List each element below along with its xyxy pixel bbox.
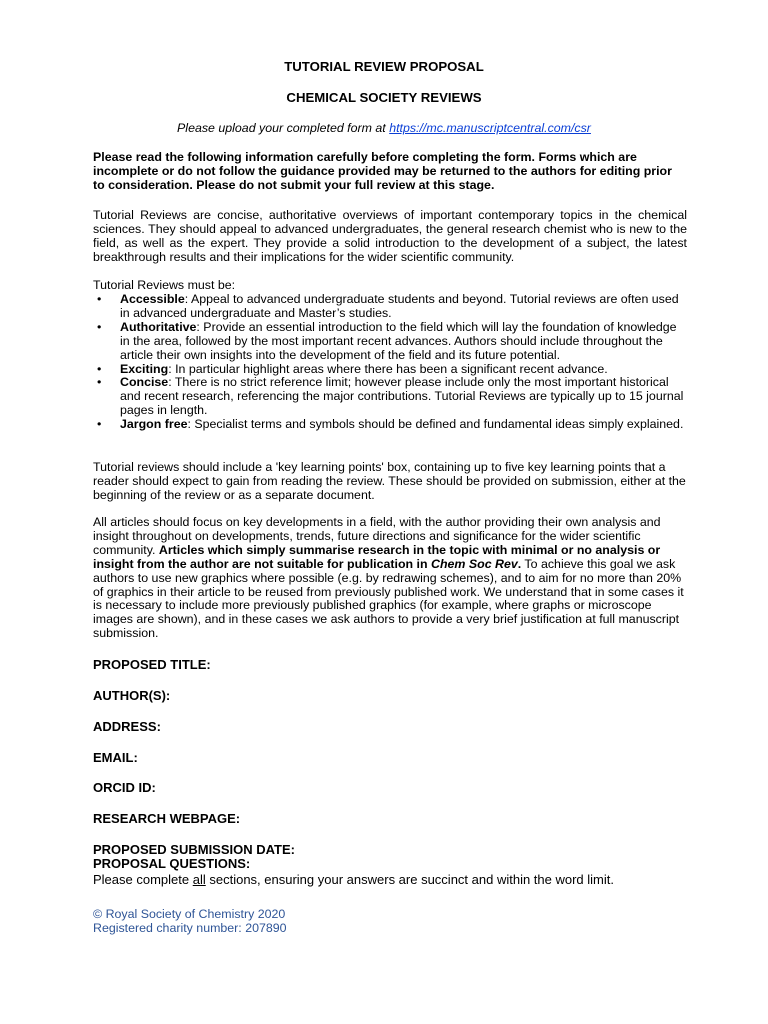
journal-abbreviation: Chem Soc Rev <box>431 556 518 571</box>
bullet-icon: • <box>97 361 102 376</box>
analysis-text-continued: To achieve this goal we ask authors to use new graphics where possible (e.g. by redrawing schemes), and to aim for no more than 20% of graphics in their article to be reused from previously published work. We understand that in some cases it is necessary to include more previously published graphics (for example, where graphs or microscope images are shown), and in these cases we ask authors to provide a very brief justification at full manuscript submission. <box>93 556 684 641</box>
bullet-icon: • <box>97 417 102 432</box>
charity-number: Registered charity number: 207890 <box>93 921 287 935</box>
upload-prefix: Please upload your completed form at <box>177 121 390 135</box>
criterion-term: Exciting <box>120 361 169 376</box>
analysis-text: All articles should focus on key developments in a field, with the author providing their own analysis and insight throughout on developments, trends, future directions and significance for the wider scientific community. <box>93 515 661 557</box>
criterion-term: Concise <box>120 375 169 390</box>
address-label: ADDRESS: <box>93 719 161 734</box>
instruction-text-end: sections, ensuring your answers are succinct and within the word limit. <box>205 872 614 887</box>
criteria-heading: Tutorial Reviews must be: <box>93 278 236 292</box>
criterion-term: Accessible <box>120 292 185 306</box>
proposal-questions-heading: PROPOSAL QUESTIONS: <box>93 856 251 871</box>
proposed-title-label: PROPOSED TITLE: <box>93 657 211 672</box>
orcid-label: ORCID ID: <box>93 780 156 795</box>
list-item <box>93 321 687 363</box>
bullet-icon: • <box>97 375 102 390</box>
criterion-text: : There is no strict reference limit; however please include only the most important historical and recent research, referencing the major contributions. Tutorial Reviews are typically up to 15 journal pages in length. <box>120 375 684 418</box>
journal-name: CHEMICAL SOCIETY REVIEWS <box>286 90 482 105</box>
copyright-notice: © Royal Society of Chemistry 2020 <box>93 907 286 921</box>
criterion-text: : Provide an essential introduction to the field which will lay the foundation of knowledge in the area, followed by the most important recent advances. Authors should include throughout the article their own insights into the development of the field and its future potential. <box>120 319 677 362</box>
upload-instruction <box>93 122 675 136</box>
analysis-paragraph <box>93 516 687 641</box>
criterion-text: : In particular highlight areas where there has been a significant recent advance. <box>168 361 608 376</box>
warning-paragraph: Please read the following information carefully before completing the form. Forms which are incomplete or do not follow the guidance provided may be returned to the authors for editing prior to consideration. Please do not submit your full review at this stage. <box>93 150 672 192</box>
upload-link[interactable]: https://mc.manuscriptcentral.com/csr <box>389 121 591 135</box>
authors-label: AUTHOR(S): <box>93 688 171 703</box>
instruction-text: Please complete <box>93 872 193 887</box>
key-points-paragraph: Tutorial reviews should include a 'key learning points' box, containing up to five key learning points that a reader should expect to gain from reading the review. These should be provided on submission, either at the beginning of the review or as a separate document. <box>93 460 686 502</box>
analysis-bold-text: Articles which simply summarise research in the topic with minimal or no analysis or insight from the author are not suitable for publication in <box>93 542 661 571</box>
email-label: EMAIL: <box>93 750 138 765</box>
criterion-text: : Appeal to advanced undergraduate students and beyond. Tutorial reviews are often used in advanced undergraduate and Master’s studies. <box>120 292 679 320</box>
criteria-list <box>93 293 687 432</box>
list-item <box>93 363 687 377</box>
list-item <box>93 293 687 321</box>
document-title: TUTORIAL REVIEW PROPOSAL <box>284 59 484 74</box>
analysis-bold-end: . <box>517 556 522 571</box>
criterion-term: Jargon free <box>120 417 188 432</box>
list-item <box>93 376 687 418</box>
bullet-icon: • <box>97 292 102 306</box>
instruction-emphasis: all <box>192 872 206 887</box>
completion-instruction <box>93 873 614 887</box>
research-webpage-label: RESEARCH WEBPAGE: <box>93 811 241 826</box>
criterion-text: : Specialist terms and symbols should be defined and fundamental ideas simply explained. <box>187 417 684 432</box>
criterion-term: Authoritative <box>120 319 197 334</box>
list-item <box>93 418 687 432</box>
description-paragraph: Tutorial Reviews are concise, authoritative overviews of important contemporary topics in the chemical sciences. They should appeal to advanced undergraduates, the general research chemist who is new to the field, as well as the expert. They provide a solid introduction to the development of a subject, the latest breakthrough results and their implications for the wider scientific community. <box>93 208 687 264</box>
submission-date-label: PROPOSED SUBMISSION DATE: <box>93 842 296 857</box>
bullet-icon: • <box>97 319 102 334</box>
